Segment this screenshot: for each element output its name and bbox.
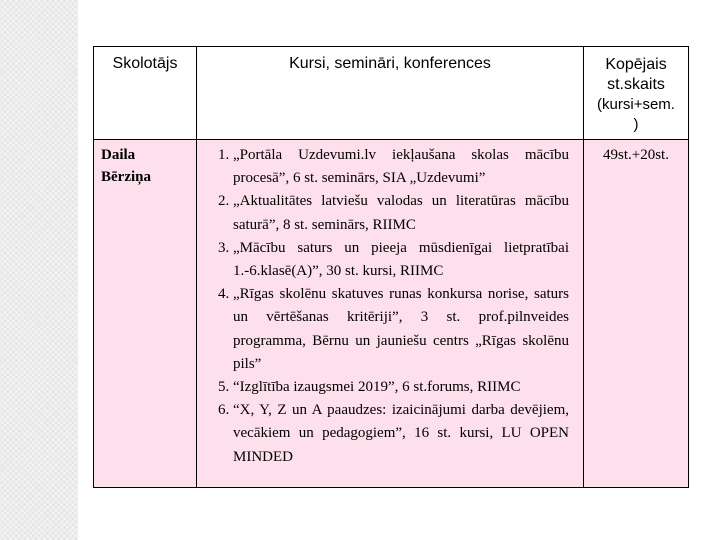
courses-table xyxy=(93,46,689,488)
course-list xyxy=(197,140,583,487)
decorative-side-strip xyxy=(0,0,78,540)
header-total-line3: (kursi+sem. xyxy=(597,96,675,113)
list-item: 4. „Rīgas skolēnu skatuves runas konkursa norise, saturs un vērtēšanas kritēriji”, 3 st. prof.pilnveides programma, Bērnu un jauniešu centrs „Rīgas skolēnu pils” xyxy=(233,283,569,376)
list-item: 6. “X, Y, Z un A paaudzes: izaicinājumi darba devējiem, vecākiem un pedagogiem”, 16 st. kursi, LU OPEN MINDED xyxy=(233,399,569,469)
header-courses-label: Kursi, semināri, konferences xyxy=(289,55,491,72)
list-item: 5. “Izglītība izaugsmei 2019”, 6 st.forums, RIIMC xyxy=(233,376,569,399)
header-courses xyxy=(197,47,584,140)
header-teacher xyxy=(94,47,197,140)
list-item: 3. „Mācību saturs un pieeja mūsdienīgai lietpratībai 1.-6.klasē(A)”, 30 st. kursi, RIIMC xyxy=(233,237,569,283)
header-total-line2: st.skaits xyxy=(607,76,665,93)
teacher-last-name: Bērziņa xyxy=(101,169,151,185)
total-value: 49st.+20st. xyxy=(603,147,669,163)
courses-cell xyxy=(197,140,584,488)
header-total-line4: ) xyxy=(633,116,639,133)
list-item: 2. „Aktualitātes latviešu valodas un literatūras mācību saturā”, 8 st. seminārs, RIIMC xyxy=(233,190,569,236)
header-total-line1: Kopējais xyxy=(605,56,667,73)
header-total xyxy=(584,47,689,140)
header-teacher-label: Skolotājs xyxy=(112,55,178,72)
total-cell xyxy=(584,140,689,488)
table-row xyxy=(94,140,689,488)
teacher-cell xyxy=(94,140,197,488)
table-header-row xyxy=(94,47,689,140)
teacher-first-name: Daila xyxy=(101,147,136,163)
list-item: 1. „Portāla Uzdevumi.lv iekļaušana skolas mācību procesā”, 6 st. seminārs, SIA „Uzdevumi” xyxy=(233,144,569,190)
